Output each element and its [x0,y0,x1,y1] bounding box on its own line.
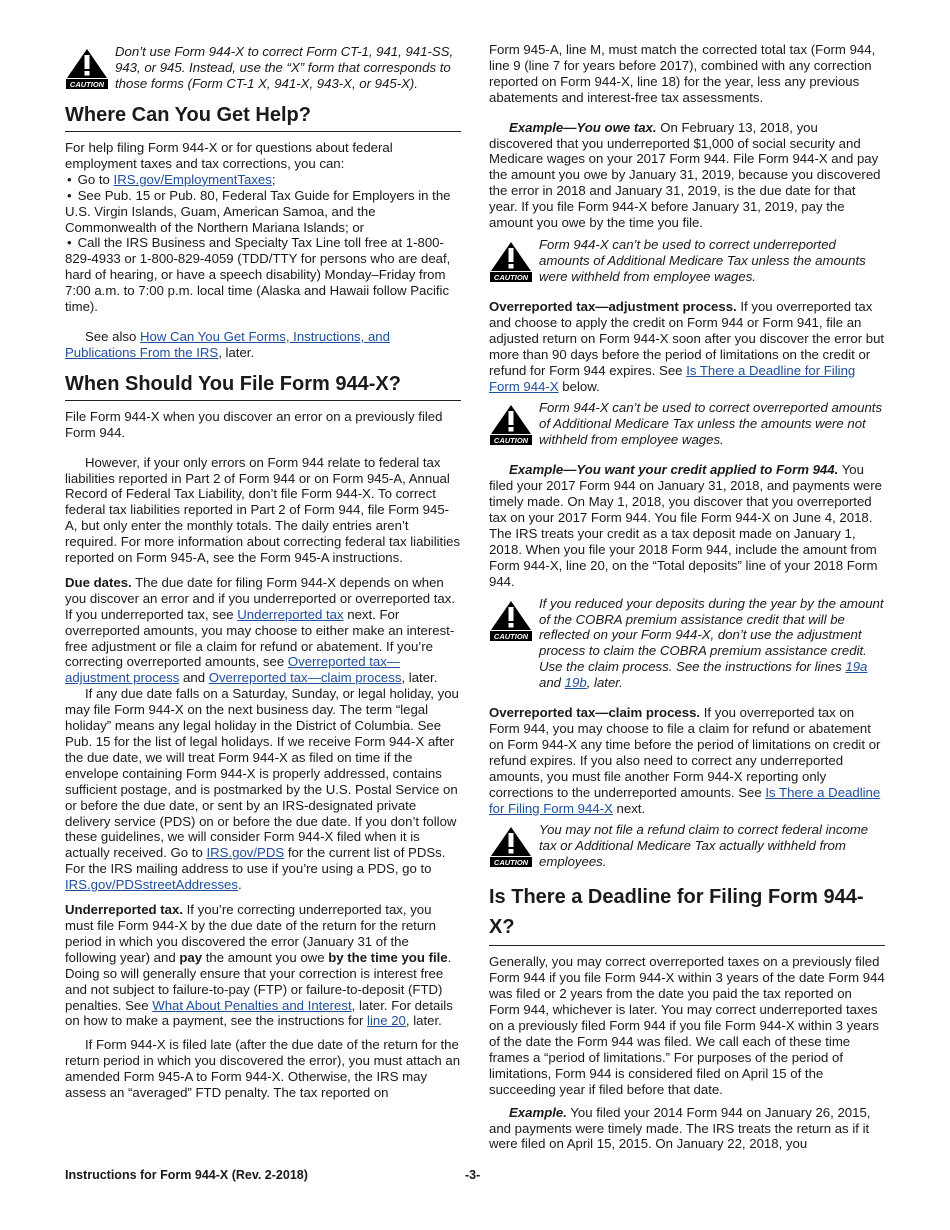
line-20-link[interactable]: line 20 [367,1013,406,1029]
example-credit-applied: Example—You want your credit applied to Form 944. You filed your 2017 Form 944 on January 31, 2018, and payments were timely made. On May 1, 2018, you discover that you overreported tax on your 2017 Form 944. You file Form 944-X on June 4, 2018. The IRS treats your credit as a tax deposit made on January 1, 2018. When you file your 2018 Form 944, include the amount from Form 944-X, line 20, on the “Total deposits” line of your 2018 Form 944. [489,462,882,589]
line-19b-link[interactable]: 19b [564,675,587,691]
caution-text: Form 944-X can’t be used to correct underreported amounts of Additional Medicare Tax unless the amounts were withheld from employee wages. [539,236,866,284]
due-dates-title: Due dates. [65,574,132,590]
caution-label: CAUTION [69,80,105,89]
deadline-heading: Is There a Deadline for Filing Form 944-X? [489,882,885,946]
employment-taxes-link[interactable]: IRS.gov/EmploymentTaxes [113,171,272,187]
example-credit-applied-title: Example—You want your credit applied to Form 944. [509,462,839,478]
help-bullet-website: • Go to IRS.gov/EmploymentTaxes; [65,172,461,188]
footer-title: Instructions for Form 944-X (Rev. 2-2018) [65,1168,308,1182]
line-19a-link[interactable]: 19a [845,659,868,675]
help-bullet-phone: • Call the IRS Business and Specialty Tax Line toll free at 1-800-829-4933 or 1-800-829-4059 (TDD/TTY for persons who are deaf, hard of hearing, or have a speech disability) Monday–Friday from 7:00 a.m. to 7:00 p.m. local time (Alaska and Hawaii follow Pacific time). [65,235,461,315]
due-dates-paragraph: Due dates. The due date for filing Form 944-X depends on when you discover an error and if you underreported or overreported tax. If you underreported tax, see Underreported tax next. For overreported amounts, you may choose to either make an interest-free adjustment or file a claim for refund or abatement. If you’re correcting overreported amounts, see Overreported tax—adjustment process and Overreported tax—claim process, later. [65,574,455,686]
see-also-paragraph: See also How Can You Get Forms, Instructions, and Publications From the IRS, later. [65,328,390,360]
caution-label: CAUTION [493,436,529,446]
overreported-adjustment-title: Overreported tax—adjustment process. [489,298,737,314]
help-heading: Where Can You Get Help? [65,102,461,132]
when-paragraph-2: However, if your only errors on Form 944 relate to federal tax liabilities reported in Part 2 of Form 944 or on Form 945-A, Annual Record of Federal Tax Liability, don’t file Form 944-X. To correct federal tax liabilities reported in Part 2 of Form 944, file Form 945-A, but only enter the monthly totals. The daily entries aren’t required. For more information about correcting federal tax liabilities reported on Form 945-A, see the Form 945-A instructions. [65,454,461,566]
deadline-paragraph: Generally, you may correct overreported taxes on a previously filed Form 944 if you file Form 944-X within 3 years of the date Form 944 was filed or 2 years from the date you paid the tax reported on Form 944, whichever is later. You may correct underreported taxes on a previously filed Form 944 if you file Form 944-X within 3 years of the date the Form 944 was filed. We call each of these time frames a “period of limitations.” For purposes of the period of limitations, Form 944 is considered filed on April 15 of the succeeding year if filed before that date. [489,954,885,1097]
caution-note-cobra [489,596,885,691]
page-footer [65,1168,885,1182]
overreported-claim-title: Overreported tax—claim process. [489,705,701,721]
deadline-link[interactable]: Is There a Deadline for Filing Form 944-X [489,362,856,394]
caution-icon [489,826,533,868]
when-heading: When Should You File Form 944-X? [65,371,461,401]
left-column [65,38,461,1101]
caution-text: Form 944-X can’t be used to correct overreported amounts of Additional Medicare Tax unless the amounts were not withheld from employee wages. [539,400,883,448]
example-deadline: Example. You filed your 2014 Form 944 on January 26, 2015, and payments were timely made. The IRS treats the return as if it were filed on April 15, 2015. On January 22, 2018, you [489,1104,871,1152]
caution-note-underreported-medicare [489,237,885,285]
caution-note-refund-claim [489,822,885,870]
penalties-interest-link[interactable]: What About Penalties and Interest [152,997,352,1013]
when-paragraph-1: File Form 944-X when you discover an error on a previously filed Form 944. [65,408,443,440]
caution-icon [489,600,533,642]
adjustment-process-link[interactable]: Overreported tax—adjustment process [65,654,400,686]
late-filing-paragraph: If Form 944-X is filed late (after the due date of the return for the return period in which you discovered the error), you must attach an amended Form 945-A to Form 944-X. Otherwise, the IRS may assess an “averaged” FTD penalty. The tax reported on [65,1037,461,1101]
caution-icon [489,404,533,446]
example-deadline-title: Example. [509,1104,567,1120]
caution-text: You may not file a refund claim to correct federal income tax or Additional Medicare Tax actually withheld from employees. [539,822,869,870]
page-number: -3- [465,1168,481,1182]
underreported-title: Underreported tax. [65,902,183,918]
pds-street-addresses-link[interactable]: IRS.gov/PDSstreetAddresses [65,877,238,893]
claim-process-link[interactable]: Overreported tax—claim process [208,670,402,686]
caution-label: CAUTION [493,272,529,282]
caution-icon [489,241,533,283]
holiday-paragraph: If any due date falls on a Saturday, Sunday, or legal holiday, you may file Form 944-X on the next business day. The term “legal holiday” means any legal holiday in the District of Columbia. See Pub. 15 for the list of legal holidays. If we receive Form 944-X after the due date, we will treat Form 944-X as filed on time if the envelope containing Form 944-X is properly addressed, contains sufficient postage, and is postmarked by the U.S. Postal Service on or before the due date, or sent by an IRS-designated private delivery service (PDS) on or before the due date. If you don’t follow these guidelines, we will consider Form 944-X filed when it is actually received. Go to IRS.gov/PDS for the current list of PDSs. For the IRS mailing address to use if you’re using a PDS, go to IRS.gov/PDSstreetAddresses. [65,686,459,893]
overreported-adjustment-paragraph: Overreported tax—adjustment process. If you overreported tax and choose to apply the credit on Form 944 or Form 941, file an adjusted return on Form 944-X soon after you discover the error but more than 90 days before the period of limitations on the credit or refund for Form 944 expires. See Is There a Deadline for Filing Form 944-X below. [489,298,885,394]
underreported-paragraph: Underreported tax. If you’re correcting underreported tax, you must file Form 944-X by the due date of the return for the return period in which you discovered the error (January 31 of the following year) and pay the amount you owe by the time you file. Doing so will generally ensure that your correction is interest free and not subject to failure-to-pay (FTP) or failure-to-deposit (FTD) penalties. See What About Penalties and Interest, later. For details on how to make a payment, see the instructions for line 20, later. [65,902,453,1029]
right-column [489,42,885,1152]
help-bullet-pubs: • See Pub. 15 or Pub. 80, Federal Tax Guide for Employers in the U.S. Virgin Islands, Guam, American Samoa, and the Commonwealth of the Northern Mariana Islands; or [65,188,461,236]
deadline-link-2[interactable]: Is There a Deadline for Filing Form 944-X [489,784,881,816]
example-owe-tax-title: Example—You owe tax. [509,119,657,135]
irs-pds-link[interactable]: IRS.gov/PDS [206,845,285,861]
caution-label: CAUTION [493,858,529,868]
caution-note-forms [65,44,461,92]
example-owe-tax: Example—You owe tax. On February 13, 2018, you discovered that you underreported $1,000 of social security and Medicare wages on your 2017 Form 944. File Form 944-X and pay the amount you owe by January 31, 2019, because you discovered the error in 2018 and January 31, 2019, is the due date for that year. If you file Form 944-X before January 31, 2019, pay the amount you owe by the time you file. [489,119,881,231]
overreported-claim-paragraph: Overreported tax—claim process. If you overreported tax on Form 944, you may choose to file a claim for refund or abatement on Form 944-X any time before the period of limitations on credit or refund expires. If you also need to correct any underreported amounts, you must file another Form 944-X reporting only corrections to the underreported amounts. See Is There a Deadline for Filing Form 944-X next. [489,705,881,816]
forms-instructions-link[interactable]: How Can You Get Forms, Instructions, and Publications From the IRS [65,328,390,360]
help-intro: For help filing Form 944-X or for questions about federal employment taxes and tax corrections, you can: [65,140,393,171]
caution-text: Don’t use Form 944-X to correct Form CT-1, 941, 941-SS, 943, or 945. Instead, use the “X” form that corresponds to those forms (Form CT-1 X, 941-X, 943-X, or 945-X). [115,44,454,91]
caution-note-overreported-medicare [489,400,885,448]
underreported-tax-link[interactable]: Underreported tax [237,606,344,622]
caution-icon [65,48,109,90]
continued-paragraph: Form 945-A, line M, must match the corrected total tax (Form 944, line 9 (line 7 for years before 2017), combined with any correction reported on Form 944-X, line 18) for the year, less any previous abatements and interest-free tax assessments. [489,42,876,105]
caution-text: If you reduced your deposits during the year by the amount of the COBRA premium assistance credit that will be reflected on your Form 944-X, don’t use the adjustment process to claim the COBRA premium assistance credit. Use the claim process. See the instructions for lines 19a and 19b, later. [539,595,884,691]
caution-label: CAUTION [493,631,529,641]
